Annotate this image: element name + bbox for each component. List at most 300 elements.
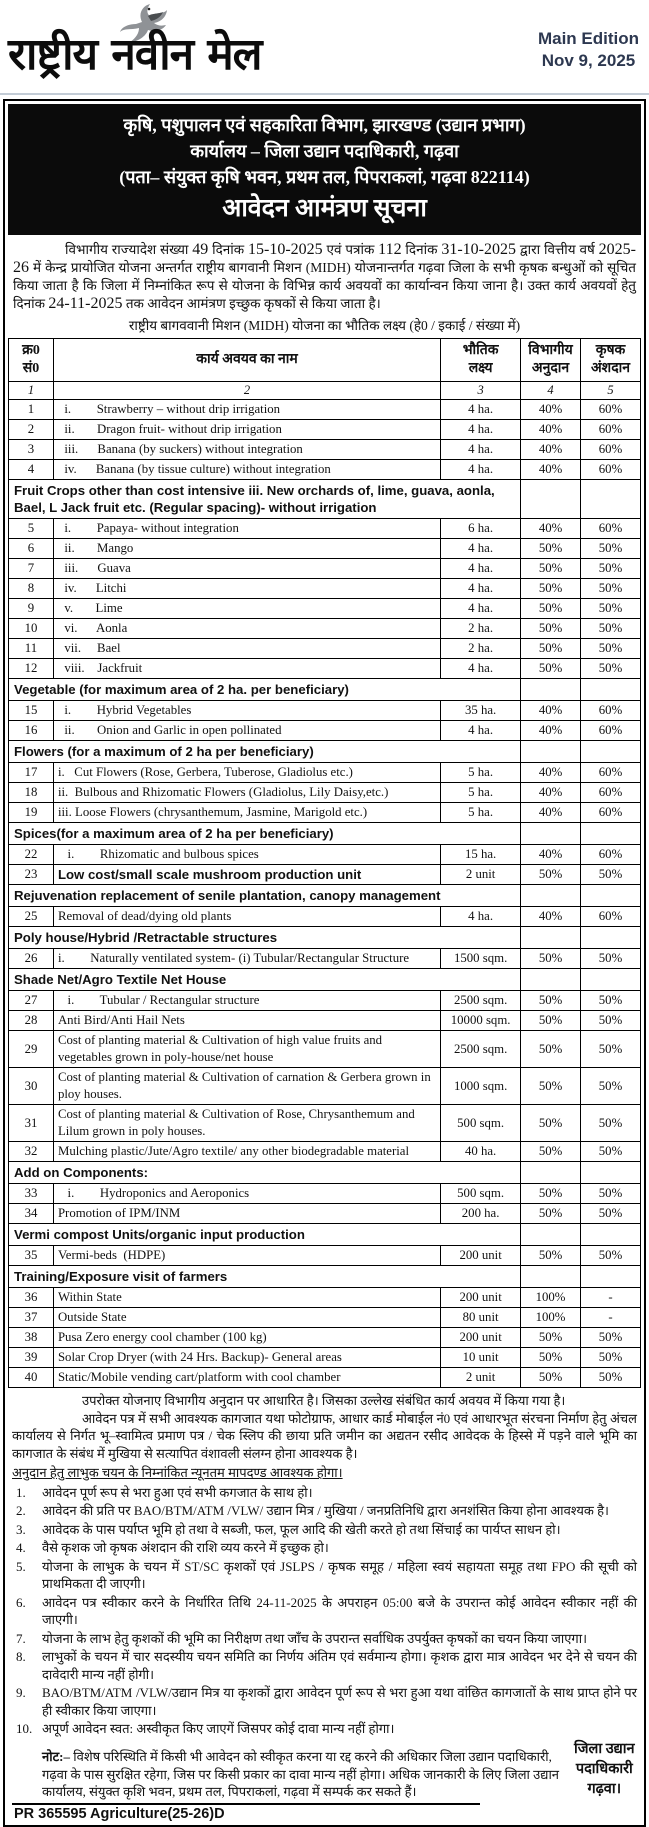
condition-number: 6. bbox=[16, 1594, 26, 1610]
cell-name: iii. Guava bbox=[53, 559, 440, 579]
cell-sn: 4 bbox=[9, 460, 54, 480]
cell-sn: 34 bbox=[9, 1204, 54, 1224]
cell-sn: 27 bbox=[9, 991, 54, 1011]
cell-sn: 10 bbox=[9, 619, 54, 639]
cell-aid: 40% bbox=[521, 907, 581, 927]
cell-share: 60% bbox=[581, 845, 641, 865]
section-header-row bbox=[9, 885, 641, 907]
cell-aid: 50% bbox=[521, 559, 581, 579]
cell-aid: 50% bbox=[521, 1184, 581, 1204]
condition-item bbox=[12, 1484, 637, 1502]
cell-sn: 9 bbox=[9, 599, 54, 619]
footnotes bbox=[8, 1390, 641, 1825]
cell-share: 60% bbox=[581, 519, 641, 539]
section-header-row bbox=[9, 741, 641, 763]
table-row bbox=[9, 1288, 641, 1308]
cell-name: Promotion of IPM/INM bbox=[53, 1204, 440, 1224]
table-row bbox=[9, 519, 641, 539]
intro-number: 2025-26 bbox=[13, 241, 636, 276]
cell-share: 60% bbox=[581, 721, 641, 741]
section-title: Vegetable (for maximum area of 2 ha. per beneficiary) bbox=[9, 679, 521, 701]
condition-item bbox=[12, 1594, 637, 1629]
cell-target: 2500 sqm. bbox=[441, 1031, 521, 1068]
note-label: नोट:– bbox=[42, 1749, 70, 1764]
cell-sn: 38 bbox=[9, 1328, 54, 1348]
cell-share: 50% bbox=[581, 619, 641, 639]
condition-item bbox=[12, 1521, 637, 1539]
cell-target: 2 ha. bbox=[441, 639, 521, 659]
empty-cell bbox=[581, 741, 641, 763]
cell-target: 6 ha. bbox=[441, 519, 521, 539]
cell-share: 50% bbox=[581, 639, 641, 659]
cell-aid: 50% bbox=[521, 539, 581, 559]
section-header-row bbox=[9, 927, 641, 949]
section-title: Flowers (for a maximum of 2 ha per beneficiary) bbox=[9, 741, 521, 763]
table-header-cell: कार्य अवयव का नाम bbox=[53, 339, 440, 382]
cell-name: vi. Aonla bbox=[53, 619, 440, 639]
banner-line: कृषि, पशुपालन एवं सहकारिता विभाग, झारखण्ड (उद्यान प्रभाग) bbox=[123, 115, 526, 135]
condition-item bbox=[12, 1630, 637, 1648]
cell-share: 50% bbox=[581, 949, 641, 969]
table-row bbox=[9, 803, 641, 823]
cell-aid: 50% bbox=[521, 1204, 581, 1224]
section-title: Vermi compost Units/organic input production bbox=[9, 1224, 521, 1246]
table-row bbox=[9, 420, 641, 440]
table-row bbox=[9, 619, 641, 639]
table-row bbox=[9, 865, 641, 885]
empty-cell bbox=[521, 1162, 581, 1184]
cell-sn: 7 bbox=[9, 559, 54, 579]
cell-name: i. Papaya- without integration bbox=[53, 519, 440, 539]
cell-name: i. Strawberry – without drip irrigation bbox=[53, 400, 440, 420]
cell-name: ii. Dragon fruit- without drip irrigation bbox=[53, 420, 440, 440]
empty-cell bbox=[581, 969, 641, 991]
cell-target: 1000 sqm. bbox=[441, 1068, 521, 1105]
note-row bbox=[12, 1739, 637, 1801]
cell-name: i. Tubular / Rectangular structure bbox=[53, 991, 440, 1011]
cell-name: ii. Onion and Garlic in open pollinated bbox=[53, 721, 440, 741]
cell-aid: 100% bbox=[521, 1288, 581, 1308]
cell-name: i. Rhizomatic and bulbous spices bbox=[53, 845, 440, 865]
cell-sn: 23 bbox=[9, 865, 54, 885]
table-row bbox=[9, 1204, 641, 1224]
cell-aid: 50% bbox=[521, 659, 581, 679]
intro-number: 24-11-2025 bbox=[48, 295, 123, 312]
cell-sn: 22 bbox=[9, 845, 54, 865]
cell-sn: 2 bbox=[9, 420, 54, 440]
cell-target: 4 ha. bbox=[441, 659, 521, 679]
cell-name: Static/Mobile vending cart/platform with cool chamber bbox=[53, 1368, 440, 1388]
cell-sn: 17 bbox=[9, 763, 54, 783]
cell-target: 35 ha. bbox=[441, 701, 521, 721]
cell-target: 200 unit bbox=[441, 1288, 521, 1308]
table-caption: राष्ट्रीय बागववानी मिशन (MIDH) योजना का भौतिक लक्ष्य (हे0 / इकाई / संख्या में) bbox=[128, 318, 521, 333]
cell-name: Cost of planting material & Cultivation of Rose, Chrysanthemum and Lilum grown in poly houses. bbox=[53, 1105, 440, 1142]
empty-cell bbox=[521, 1266, 581, 1288]
table-row bbox=[9, 763, 641, 783]
table-row bbox=[9, 539, 641, 559]
cell-share: - bbox=[581, 1308, 641, 1328]
table-header-cell: भौतिक लक्ष्य bbox=[441, 339, 521, 382]
condition-number: 8. bbox=[16, 1649, 26, 1664]
notice-title: आवेदन आमंत्रण सूचना bbox=[222, 195, 427, 222]
cell-aid: 50% bbox=[521, 1328, 581, 1348]
cell-share: 60% bbox=[581, 440, 641, 460]
column-index-cell: 4 bbox=[521, 382, 581, 400]
cell-share: 50% bbox=[581, 1328, 641, 1348]
cell-aid: 50% bbox=[521, 1246, 581, 1266]
cell-share: 60% bbox=[581, 701, 641, 721]
cell-sn: 36 bbox=[9, 1288, 54, 1308]
pr-number: PR 365595 Agriculture(25-26)D bbox=[12, 1803, 480, 1826]
cell-name: Outside State bbox=[53, 1308, 440, 1328]
empty-cell bbox=[581, 679, 641, 701]
cell-share: 50% bbox=[581, 1068, 641, 1105]
cell-sn: 30 bbox=[9, 1068, 54, 1105]
cell-target: 5 ha. bbox=[441, 763, 521, 783]
cell-target: 4 ha. bbox=[441, 420, 521, 440]
section-title: Training/Exposure visit of farmers bbox=[9, 1266, 521, 1288]
cell-name: Pusa Zero energy cool chamber (100 kg) bbox=[53, 1328, 440, 1348]
table-row bbox=[9, 599, 641, 619]
intro-paragraph bbox=[8, 235, 641, 313]
cell-target: 4 ha. bbox=[441, 907, 521, 927]
cell-aid: 50% bbox=[521, 865, 581, 885]
condition-item bbox=[12, 1502, 637, 1520]
cell-target: 1500 sqm. bbox=[441, 949, 521, 969]
condition-number: 10. bbox=[16, 1721, 33, 1736]
cell-target: 200 unit bbox=[441, 1246, 521, 1266]
cell-aid: 50% bbox=[521, 1368, 581, 1388]
cell-sn: 35 bbox=[9, 1246, 54, 1266]
intro-number: 31-10-2025 bbox=[441, 241, 516, 258]
section-header-row bbox=[9, 1224, 641, 1246]
cell-name: v. Lime bbox=[53, 599, 440, 619]
table-row bbox=[9, 639, 641, 659]
cell-sn: 39 bbox=[9, 1348, 54, 1368]
cell-sn: 26 bbox=[9, 949, 54, 969]
cell-target: 4 ha. bbox=[441, 721, 521, 741]
cell-aid: 40% bbox=[521, 701, 581, 721]
section-header-row bbox=[9, 969, 641, 991]
cell-aid: 40% bbox=[521, 721, 581, 741]
cell-sn: 15 bbox=[9, 701, 54, 721]
cell-target: 2500 sqm. bbox=[441, 991, 521, 1011]
intro-text: दिनांक bbox=[401, 242, 442, 257]
cell-aid: 50% bbox=[521, 619, 581, 639]
cell-aid: 40% bbox=[521, 845, 581, 865]
empty-cell bbox=[581, 1162, 641, 1184]
cell-sn: 33 bbox=[9, 1184, 54, 1204]
table-row bbox=[9, 1068, 641, 1105]
cell-sn: 18 bbox=[9, 783, 54, 803]
section-title: Poly house/Hybrid /Retractable structures bbox=[9, 927, 521, 949]
empty-cell bbox=[521, 927, 581, 949]
table-row bbox=[9, 1031, 641, 1068]
cell-target: 4 ha. bbox=[441, 440, 521, 460]
table-row bbox=[9, 460, 641, 480]
table-header-cell: कृषक अंशदान bbox=[581, 339, 641, 382]
cell-share: 50% bbox=[581, 1011, 641, 1031]
empty-cell bbox=[581, 480, 641, 519]
cell-target: 4 ha. bbox=[441, 579, 521, 599]
criteria-heading: अनुदान हेतु लाभुक चयन के निम्नांकित न्यूनतम मापदण्ड आवश्यक होगा। bbox=[12, 1465, 343, 1480]
table-row bbox=[9, 1246, 641, 1266]
section-header-row bbox=[9, 1266, 641, 1288]
empty-cell bbox=[521, 885, 581, 907]
cell-share: 50% bbox=[581, 1142, 641, 1162]
cell-sn: 16 bbox=[9, 721, 54, 741]
condition-text: आवेदन की प्रति पर BAO/BTM/ATM /VLW/ उद्यान मित्र / मुखिया / जनप्रतिनिधि द्वारा अनशंसित किया होना आवश्यक है। bbox=[42, 1503, 609, 1518]
cell-aid: 50% bbox=[521, 949, 581, 969]
cell-target: 10 unit bbox=[441, 1348, 521, 1368]
condition-item bbox=[12, 1720, 637, 1738]
cell-share: 50% bbox=[581, 599, 641, 619]
cell-target: 4 ha. bbox=[441, 400, 521, 420]
table-row bbox=[9, 721, 641, 741]
column-index-row bbox=[9, 382, 641, 400]
cell-name: Cost of planting material & Cultivation of carnation & Gerbera grown in ploy houses. bbox=[53, 1068, 440, 1105]
cell-name: iii. Loose Flowers (chrysanthemum, Jasmine, Marigold etc.) bbox=[53, 803, 440, 823]
cell-sn: 1 bbox=[9, 400, 54, 420]
table-row bbox=[9, 1368, 641, 1388]
cell-aid: 40% bbox=[521, 783, 581, 803]
signature-place: गढ़वा। bbox=[587, 1780, 622, 1797]
cell-share: 50% bbox=[581, 865, 641, 885]
cell-target: 200 unit bbox=[441, 1328, 521, 1348]
cell-sn: 3 bbox=[9, 440, 54, 460]
department-banner bbox=[8, 104, 641, 235]
table-row bbox=[9, 1184, 641, 1204]
intro-text: तक आवेदन आमंत्रण इच्छुक कृषकों से किया जाता है। bbox=[122, 296, 381, 311]
intro-number: 112 bbox=[378, 241, 402, 258]
cell-name: Anti Bird/Anti Hail Nets bbox=[53, 1011, 440, 1031]
cell-aid: 40% bbox=[521, 763, 581, 783]
cell-share: 60% bbox=[581, 763, 641, 783]
cell-share: 50% bbox=[581, 1204, 641, 1224]
column-index-cell: 2 bbox=[53, 382, 440, 400]
table-row bbox=[9, 991, 641, 1011]
banner-line: (पता– संयुक्त कृषि भवन, प्रथम तल, पिपराकलां, गढ़वा 822114) bbox=[119, 167, 530, 187]
footnote-line: उपरोक्त योजनाए विभागीय अनुदान पर आधारित है। जिसका उल्लेख संबंधित कार्य अवयव में किया गया है। bbox=[82, 1393, 566, 1408]
cell-sn: 25 bbox=[9, 907, 54, 927]
table-row bbox=[9, 907, 641, 927]
cell-sn: 19 bbox=[9, 803, 54, 823]
empty-cell bbox=[521, 823, 581, 845]
cell-sn: 11 bbox=[9, 639, 54, 659]
cell-sn: 6 bbox=[9, 539, 54, 559]
empty-cell bbox=[521, 741, 581, 763]
table-header-row bbox=[9, 339, 641, 382]
table-header-cell: विभागीय अनुदान bbox=[521, 339, 581, 382]
cell-share: 50% bbox=[581, 1246, 641, 1266]
cell-name: iii. Banana (by suckers) without integration bbox=[53, 440, 440, 460]
cell-aid: 40% bbox=[521, 400, 581, 420]
cell-aid: 40% bbox=[521, 420, 581, 440]
cell-share: 50% bbox=[581, 659, 641, 679]
cell-target: 40 ha. bbox=[441, 1142, 521, 1162]
cell-share: 60% bbox=[581, 460, 641, 480]
intro-text: एवं पत्रांक bbox=[322, 242, 379, 257]
publication-title: राष्ट्रीय नवीन मेल bbox=[8, 29, 262, 80]
cell-name: Within State bbox=[53, 1288, 440, 1308]
intro-text: विभागीय राज्यादेश संख्या bbox=[65, 242, 193, 257]
note-paragraph bbox=[12, 1748, 572, 1801]
condition-item bbox=[12, 1648, 637, 1683]
section-header-row bbox=[9, 679, 641, 701]
edition-label: Main Edition bbox=[537, 29, 639, 48]
intro-text: दिनांक bbox=[208, 242, 248, 257]
cell-share: 50% bbox=[581, 1105, 641, 1142]
cell-aid: 50% bbox=[521, 1031, 581, 1068]
condition-number: 3. bbox=[16, 1521, 26, 1537]
cell-name: Low cost/small scale mushroom production unit bbox=[53, 865, 440, 885]
table-row bbox=[9, 659, 641, 679]
cell-name: ii. Mango bbox=[53, 539, 440, 559]
cell-share: 50% bbox=[581, 539, 641, 559]
cell-aid: 50% bbox=[521, 1068, 581, 1105]
cell-aid: 50% bbox=[521, 1142, 581, 1162]
cell-aid: 40% bbox=[521, 519, 581, 539]
edition-date: Nov 9, 2025 bbox=[541, 51, 636, 70]
condition-number: 1. bbox=[16, 1484, 26, 1500]
empty-cell bbox=[581, 823, 641, 845]
cell-sn: 8 bbox=[9, 579, 54, 599]
cell-name: i. Hybrid Vegetables bbox=[53, 701, 440, 721]
notice-box bbox=[3, 99, 646, 1827]
table-row bbox=[9, 1348, 641, 1368]
table-row bbox=[9, 1011, 641, 1031]
cell-aid: 100% bbox=[521, 1308, 581, 1328]
cell-share: 60% bbox=[581, 420, 641, 440]
condition-text: आवेदक के पास पर्याप्त भूमि हो तथा वे सब्जी, फल, फूल आदि की खेती करते हो तथा सिंचाई का पार्यप्त साधन हो। bbox=[42, 1521, 561, 1537]
cell-name: Solar Crop Dryer (with 24 Hrs. Backup)- General areas bbox=[53, 1348, 440, 1368]
cell-target: 4 ha. bbox=[441, 460, 521, 480]
cell-name: ii. Bulbous and Rhizomatic Flowers (Gladiolus, Lily Daisy,etc.) bbox=[53, 783, 440, 803]
table-row bbox=[9, 783, 641, 803]
section-title: Shade Net/Agro Textile Net House bbox=[9, 969, 521, 991]
cell-target: 4 ha. bbox=[441, 559, 521, 579]
table-row bbox=[9, 400, 641, 420]
table-row bbox=[9, 949, 641, 969]
condition-text: BAO/BTM/ATM /VLW/उद्यान मित्र या कृशकों द्वारा आवेदन पूर्ण रूप से भरा हुआ यथा वांछित कागजातों के साथ प्राप्त होने पर ही स्वीकार किया जाएगा। bbox=[42, 1685, 637, 1718]
section-title: Fruit Crops other than cost intensive iii. New orchards of, lime, guava, aonla, Bael, L Jack fruit etc. (Regular spacing)- without irrigation bbox=[9, 480, 521, 519]
section-title: Spices(for a maximum area of 2 ha per beneficiary) bbox=[9, 823, 521, 845]
intro-number: 15-10-2025 bbox=[247, 241, 323, 258]
cell-share: 50% bbox=[581, 1031, 641, 1068]
cell-sn: 31 bbox=[9, 1105, 54, 1142]
empty-cell bbox=[581, 1224, 641, 1246]
empty-cell bbox=[581, 927, 641, 949]
column-index-cell: 5 bbox=[581, 382, 641, 400]
cell-name: i. Naturally ventilated system- (i) Tubular/Rectangular Structure bbox=[53, 949, 440, 969]
condition-text: योजना के लाभ हेतु कृशकों की भूमि का निरीक्षण तथा जाँच के उपरान्त सर्वाधिक उपर्युक्त कृषकों का चयन किया जाएगा। bbox=[42, 1630, 588, 1646]
condition-number: 5. bbox=[16, 1558, 26, 1574]
cell-share: 60% bbox=[581, 907, 641, 927]
cell-sn: 32 bbox=[9, 1142, 54, 1162]
cell-aid: 50% bbox=[521, 1011, 581, 1031]
table-row bbox=[9, 1328, 641, 1348]
section-title: Rejuvenation replacement of senile plantation, canopy management bbox=[9, 885, 521, 907]
cell-share: 50% bbox=[581, 1368, 641, 1388]
intro-text: द्वारा वित्तीय वर्ष bbox=[515, 242, 599, 257]
cell-share: 60% bbox=[581, 783, 641, 803]
note-text: विशेष परिस्थिति में किसी भी आवेदन को स्वीकृत करना या रद्द करने की अधिकार जिला उद्यान पदाधिकारी, गढ़वा के पास सुरक्षित रहेगा, जिस पर किसी प्रकार का दावा मान्य नहीं होगा। अधिक जानकारी के लिए जिला उद्यान कार्यालय, संयुक्त कृशि भवन, प्रथम तल, पिपराकलां, गढ़वा में सम्पर्क कर सकते हैं। bbox=[42, 1749, 560, 1799]
cell-share: 50% bbox=[581, 559, 641, 579]
cell-name: viii. Jackfruit bbox=[53, 659, 440, 679]
cell-target: 2 unit bbox=[441, 1368, 521, 1388]
cell-target: 15 ha. bbox=[441, 845, 521, 865]
condition-text: लाभुकों के चयन में चार सदस्यीय चयन समिति का निर्णय अंतिम एवं सर्वमान्य होगा। कृशक द्वारा मात्र आवेदन भर देने से चयन की दावेदारी मान्य नहीं होगी। bbox=[42, 1649, 637, 1682]
banner-line: कार्यालय – जिला उद्यान पदाधिकारी, गढ़वा bbox=[190, 141, 459, 161]
cell-name: iv. Banana (by tissue culture) without integration bbox=[53, 460, 440, 480]
cell-aid: 50% bbox=[521, 599, 581, 619]
cell-aid: 50% bbox=[521, 1348, 581, 1368]
cell-name: Cost of planting material & Cultivation of high value fruits and vegetables grown in poly-house/net house bbox=[53, 1031, 440, 1068]
cell-target: 4 ha. bbox=[441, 599, 521, 619]
cell-aid: 40% bbox=[521, 460, 581, 480]
table-row bbox=[9, 701, 641, 721]
condition-text: योजना के लाभुक के चयन में ST/SC कृशकों एवं JSLPS / कृषक समूह / महिला स्वयं सहायता समूह तथा FPO की सूची को प्राथमिकता दी जाएगी। bbox=[42, 1558, 637, 1591]
section-header-row bbox=[9, 480, 641, 519]
table-row bbox=[9, 579, 641, 599]
cell-sn: 28 bbox=[9, 1011, 54, 1031]
condition-number: 2. bbox=[16, 1503, 26, 1518]
masthead bbox=[0, 0, 649, 95]
empty-cell bbox=[521, 480, 581, 519]
cell-target: 5 ha. bbox=[441, 783, 521, 803]
condition-text: अपूर्ण आवेदन स्वत: अस्वीकृत किए जाएगें जिसपर कोई दावा मान्य नहीं होगा। bbox=[42, 1721, 395, 1736]
signature-block bbox=[572, 1739, 637, 1801]
condition-text: वैसे कृशक जो कृषक अंशदान की राशि व्यय करने में इच्छुक हो। bbox=[42, 1540, 329, 1555]
empty-cell bbox=[521, 1224, 581, 1246]
cell-share: 60% bbox=[581, 400, 641, 420]
cell-share: 50% bbox=[581, 991, 641, 1011]
condition-item bbox=[12, 1558, 637, 1593]
condition-number: 7. bbox=[16, 1630, 26, 1646]
condition-text: आवेदन पूर्ण रूप से भरा हुआ एवं सभी कगजात के साथ हो। bbox=[42, 1484, 313, 1500]
cell-aid: 50% bbox=[521, 639, 581, 659]
section-header-row bbox=[9, 1162, 641, 1184]
physical-target-table bbox=[8, 338, 641, 1388]
condition-item bbox=[12, 1539, 637, 1557]
column-index-cell: 1 bbox=[9, 382, 54, 400]
cell-target: 10000 sqm. bbox=[441, 1011, 521, 1031]
edition-info bbox=[538, 28, 639, 72]
conditions-list bbox=[12, 1484, 637, 1738]
empty-cell bbox=[521, 679, 581, 701]
signature-designation: जिला उद्यान पदाधिकारी bbox=[573, 1740, 635, 1777]
cell-target: 80 unit bbox=[441, 1308, 521, 1328]
intro-text: में केन्द्र प्रायोजित योजना अन्तर्गत राष्ट्रीय बागवानी मिशन (MIDH) योजनान्तर्गत गढ़वा जिला के सभी कृषक बन्धुओं को सूचित किया जाता है कि जिला में निम्नांकित रूप से योजना के विभिन्न कार्य अवयवों का कार्यान्वन किया जाना है। उक्त कार्य अवयवों हेतु दिनांक bbox=[13, 260, 636, 311]
cell-name: Mulching plastic/Jute/Agro textile/ any other biodegradable material bbox=[53, 1142, 440, 1162]
cell-aid: 50% bbox=[521, 991, 581, 1011]
cell-share: 60% bbox=[581, 803, 641, 823]
intro-number: 49 bbox=[192, 241, 209, 258]
cell-name: Removal of dead/dying old plants bbox=[53, 907, 440, 927]
condition-text: आवेदन पत्र स्वीकार करने के निर्धारित तिथि 24-11-2025 के अपराहन 05:00 बजे के उपरान्त कोई आवेदन स्वीकार नहीं की जाएगी। bbox=[42, 1594, 637, 1627]
cell-share: - bbox=[581, 1288, 641, 1308]
table-row bbox=[9, 1142, 641, 1162]
cell-target: 500 sqm. bbox=[441, 1105, 521, 1142]
column-index-cell: 3 bbox=[441, 382, 521, 400]
cell-name: Vermi-beds (HDPE) bbox=[53, 1246, 440, 1266]
section-title: Add on Components: bbox=[9, 1162, 521, 1184]
cell-sn: 5 bbox=[9, 519, 54, 539]
cell-share: 50% bbox=[581, 1184, 641, 1204]
cell-aid: 40% bbox=[521, 803, 581, 823]
cell-sn: 37 bbox=[9, 1308, 54, 1328]
